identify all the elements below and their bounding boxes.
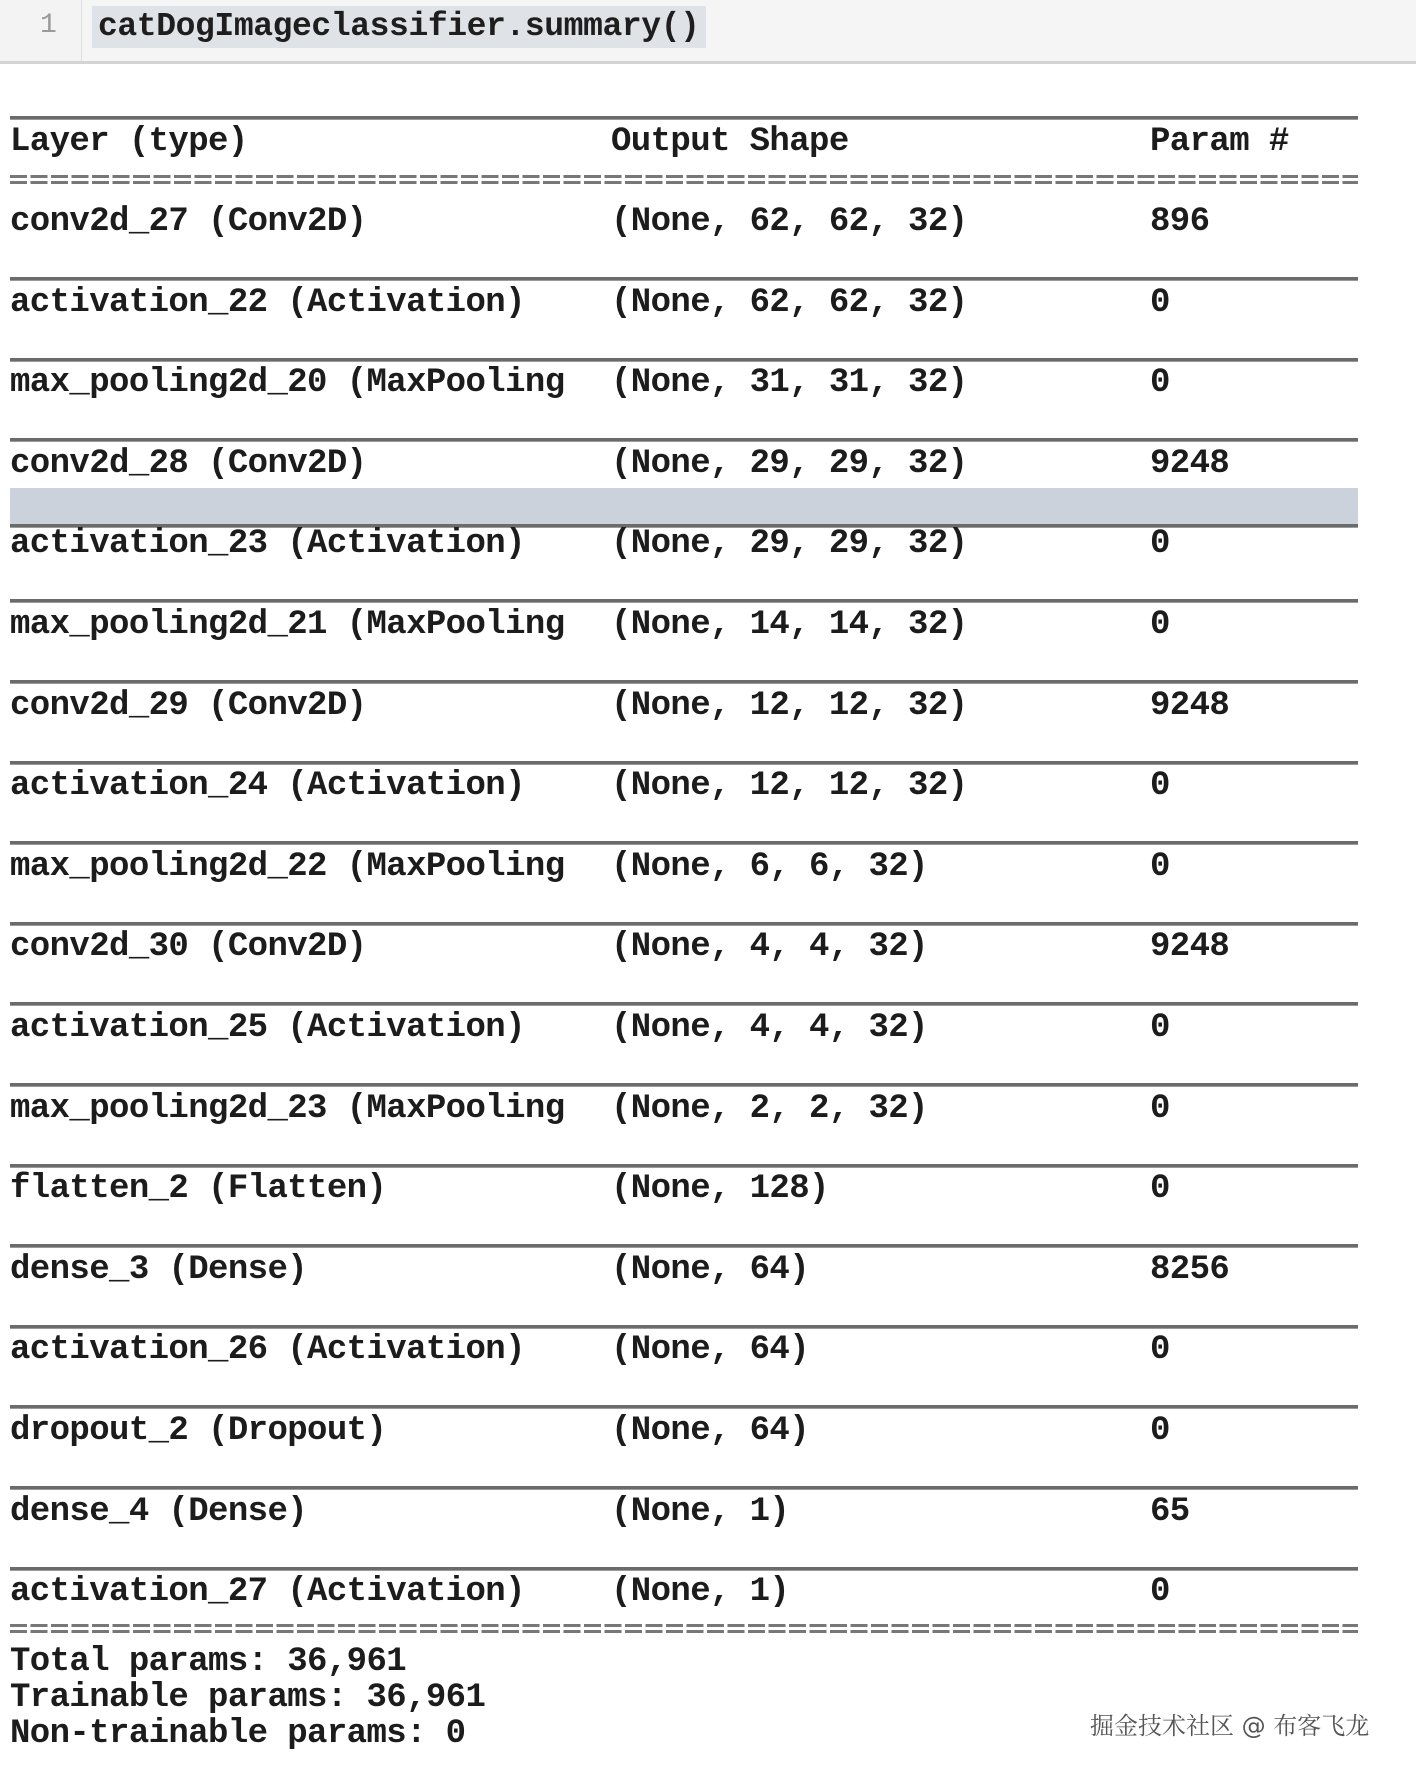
param-count: 0 <box>1150 283 1170 322</box>
param-count: 0 <box>1150 525 1170 564</box>
param-count: 0 <box>1150 606 1170 644</box>
output-shape: (None, 2, 2, 32) <box>611 1089 928 1128</box>
param-count: 9248 <box>1150 928 1230 967</box>
output-shape: (None, 1) <box>611 1573 790 1612</box>
layer-name: flatten_2 (Flatten) <box>10 1170 387 1209</box>
output-shape: (None, 1) <box>611 1492 790 1531</box>
layer-name: dense_4 (Dense) <box>10 1492 308 1531</box>
param-count: 896 <box>1150 203 1210 241</box>
param-count: 0 <box>1150 364 1170 403</box>
row-separator <box>10 1405 1358 1409</box>
param-count: 0 <box>1150 1089 1170 1128</box>
output-shape: (None, 31, 31, 32) <box>611 364 968 403</box>
layer-name: conv2d_30 (Conv2D) <box>10 928 367 967</box>
param-count: 0 <box>1150 767 1170 806</box>
output-shape: (None, 29, 29, 32) <box>611 525 968 564</box>
output-shape: (None, 64) <box>611 1412 810 1450</box>
highlight-band <box>10 488 1358 524</box>
row-separator <box>10 1002 1358 1006</box>
row-separator <box>10 1083 1358 1087</box>
row-separator <box>10 1244 1358 1248</box>
header-layer: Layer (type) <box>10 123 248 161</box>
layer-name: max_pooling2d_23 (MaxPooling <box>10 1089 565 1128</box>
param-count: 0 <box>1150 1412 1170 1450</box>
line-number: 1 <box>40 10 57 41</box>
param-count: 0 <box>1150 1331 1170 1370</box>
output-shape: (None, 12, 12, 32) <box>611 686 968 725</box>
layer-name: activation_26 (Activation) <box>10 1331 525 1370</box>
row-separator <box>10 277 1358 281</box>
output-shape: (None, 64) <box>611 1250 810 1289</box>
output-shape: (None, 6, 6, 32) <box>611 847 928 886</box>
total-params: Total params: 36,961 <box>10 1643 407 1682</box>
layer-name: activation_22 (Activation) <box>10 283 525 322</box>
row-separator <box>10 599 1358 603</box>
param-count: 9248 <box>1150 686 1230 725</box>
output-shape: (None, 12, 12, 32) <box>611 767 968 806</box>
layer-name: max_pooling2d_21 (MaxPooling <box>10 606 565 644</box>
trainable-params: Trainable params: 36,961 <box>10 1679 486 1718</box>
layer-name: activation_27 (Activation) <box>10 1573 525 1612</box>
watermark: 掘金技术社区 @ 布客飞龙 <box>1090 1712 1370 1740</box>
code-line[interactable]: catDogImageclassifier.summary() <box>92 6 706 48</box>
output-shape: (None, 29, 29, 32) <box>611 444 968 483</box>
row-separator <box>10 1567 1358 1571</box>
layer-name: activation_23 (Activation) <box>10 525 525 564</box>
param-count: 8256 <box>1150 1250 1230 1289</box>
code-cell[interactable] <box>0 0 1416 64</box>
output-shape: (None, 62, 62, 32) <box>611 283 968 322</box>
top-rule <box>10 116 1358 120</box>
header-output-shape: Output Shape <box>611 123 849 161</box>
layer-name: dropout_2 (Dropout) <box>10 1412 387 1450</box>
row-separator <box>10 438 1358 442</box>
output-shape: (None, 128) <box>611 1170 829 1209</box>
layer-name: conv2d_29 (Conv2D) <box>10 686 367 725</box>
output-shape: (None, 64) <box>611 1331 810 1370</box>
row-separator <box>10 1325 1358 1329</box>
output-shape: (None, 62, 62, 32) <box>611 203 968 241</box>
footer-double-rule <box>10 1624 1358 1634</box>
non-trainable-params: Non-trainable params: 0 <box>10 1715 466 1754</box>
layer-name: activation_24 (Activation) <box>10 767 525 806</box>
layer-name: conv2d_28 (Conv2D) <box>10 444 367 483</box>
row-separator <box>10 922 1358 926</box>
row-separator <box>10 1486 1358 1490</box>
param-count: 0 <box>1150 1009 1170 1047</box>
layer-name: activation_25 (Activation) <box>10 1009 525 1047</box>
param-count: 9248 <box>1150 444 1230 483</box>
layer-name: max_pooling2d_22 (MaxPooling <box>10 847 565 886</box>
header-double-rule <box>10 175 1358 185</box>
row-separator <box>10 1164 1358 1168</box>
param-count: 65 <box>1150 1492 1190 1531</box>
line-gutter <box>0 0 82 61</box>
param-count: 0 <box>1150 1170 1170 1209</box>
layer-name: max_pooling2d_20 (MaxPooling <box>10 364 565 403</box>
output-shape: (None, 4, 4, 32) <box>611 1009 928 1047</box>
output-shape: (None, 4, 4, 32) <box>611 928 928 967</box>
row-separator <box>10 761 1358 765</box>
row-separator <box>10 680 1358 684</box>
layer-name: dense_3 (Dense) <box>10 1250 308 1289</box>
row-separator <box>10 358 1358 362</box>
param-count: 0 <box>1150 847 1170 886</box>
output-shape: (None, 14, 14, 32) <box>611 606 968 644</box>
param-count: 0 <box>1150 1573 1170 1612</box>
row-separator <box>10 841 1358 845</box>
layer-name: conv2d_27 (Conv2D) <box>10 203 367 241</box>
header-params: Param # <box>1150 123 1289 161</box>
